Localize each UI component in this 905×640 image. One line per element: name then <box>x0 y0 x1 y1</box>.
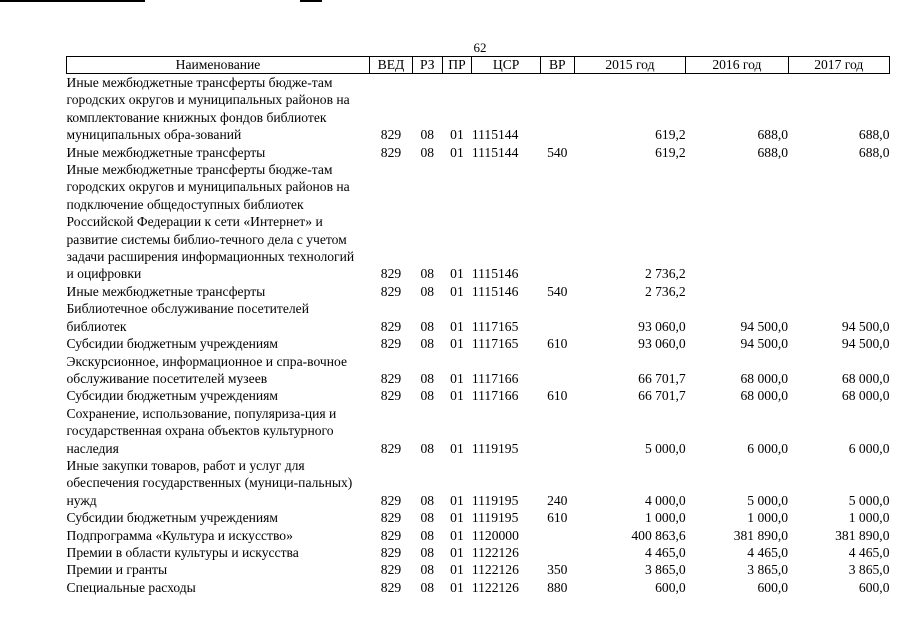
page-number: 62 <box>473 40 487 55</box>
row-ved: 829 <box>380 144 402 160</box>
row-value-2015: 2 736,2 <box>644 283 686 299</box>
row-value-2016: 688,0 <box>757 144 789 160</box>
row-vr <box>540 74 574 144</box>
row-value-2016: 94 500,0 <box>740 336 789 352</box>
table-row <box>67 74 890 144</box>
row-rz: 08 <box>420 527 435 543</box>
row-value-2016 <box>686 283 788 300</box>
row-rz: 08 <box>420 127 435 143</box>
row-csr: 1120000 <box>471 527 519 543</box>
row-pr: 01 <box>450 579 464 595</box>
row-ved: 829 <box>380 127 402 143</box>
row-csr: 1117165 <box>471 318 519 334</box>
header-vr: ВР <box>540 57 574 74</box>
row-value-2017: 94 500,0 <box>841 318 890 334</box>
row-name: Премии в области культуры и искусства <box>66 544 299 560</box>
table-row <box>67 353 890 388</box>
row-value-2016: 94 500,0 <box>740 318 789 334</box>
row-ved: 829 <box>380 579 402 595</box>
row-value-2017 <box>788 283 889 300</box>
row-value-2016 <box>686 161 788 283</box>
row-rz: 08 <box>420 544 435 560</box>
row-csr: 1122126 <box>471 562 519 578</box>
row-value-2015: 619,2 <box>655 144 686 160</box>
row-value-2017 <box>788 161 889 283</box>
row-ved: 829 <box>380 544 402 560</box>
row-value-2017: 5 000,0 <box>848 492 890 508</box>
row-vr <box>540 527 574 544</box>
row-value-2017: 4 465,0 <box>848 544 890 560</box>
table-row <box>67 387 890 404</box>
row-value-2017: 688,0 <box>858 144 890 160</box>
row-value-2017: 68 000,0 <box>841 388 890 404</box>
row-value-2017: 68 000,0 <box>841 370 890 386</box>
header-rz: РЗ <box>412 57 442 74</box>
row-name: Специальные расходы <box>66 579 196 595</box>
row-pr: 01 <box>450 144 464 160</box>
row-ved: 829 <box>380 440 402 456</box>
row-name: Экскурсионное, информационное и спра-вочное обслуживание посетителей музеев <box>66 353 348 386</box>
table-row <box>67 544 890 561</box>
row-rz: 08 <box>420 579 435 595</box>
table-row <box>67 527 890 544</box>
row-vr: 610 <box>547 388 568 404</box>
row-ved: 829 <box>380 510 402 526</box>
row-csr: 1119195 <box>471 492 519 508</box>
row-rz: 08 <box>420 492 435 508</box>
row-value-2016: 3 865,0 <box>747 562 789 578</box>
row-pr: 01 <box>450 492 464 508</box>
row-value-2016: 600,0 <box>757 579 789 595</box>
scan-edge-line-left <box>0 0 145 2</box>
row-name: Иные межбюджетные трансферты бюдже-там городских округов и муниципальных районов на подключение общедоступных библиотек Российской Федерации к сети «Интернет» и развитие системы библио-течного дела с учетом задачи расширения информационных технологий и оцифровки <box>66 162 355 282</box>
row-value-2016: 68 000,0 <box>740 370 789 386</box>
row-name: Иные межбюджетные трансферты <box>66 144 266 160</box>
row-name: Премии и гранты <box>66 562 168 578</box>
table-header-row <box>67 57 890 74</box>
row-rz: 08 <box>420 440 435 456</box>
budget-table <box>66 56 890 596</box>
row-value-2017: 3 865,0 <box>848 562 890 578</box>
row-rz: 08 <box>420 266 435 282</box>
header-2017: 2017 год <box>788 57 889 74</box>
header-2016: 2016 год <box>686 57 788 74</box>
row-value-2017: 688,0 <box>858 127 890 143</box>
row-ved: 829 <box>380 388 402 404</box>
table-row <box>67 161 890 283</box>
row-value-2015: 619,2 <box>655 127 686 143</box>
row-rz: 08 <box>420 388 435 404</box>
row-csr: 1122126 <box>471 579 519 595</box>
row-pr: 01 <box>450 440 464 456</box>
table-row <box>67 144 890 161</box>
row-csr: 1117166 <box>471 370 519 386</box>
row-value-2015: 3 865,0 <box>644 562 686 578</box>
row-value-2015: 93 060,0 <box>638 318 686 334</box>
row-csr: 1115146 <box>471 266 519 282</box>
row-pr: 01 <box>450 127 464 143</box>
row-value-2015: 93 060,0 <box>638 336 686 352</box>
row-csr: 1119195 <box>471 510 519 526</box>
row-ved: 829 <box>380 492 402 508</box>
row-pr: 01 <box>450 336 464 352</box>
row-value-2016: 688,0 <box>757 127 789 143</box>
row-name: Субсидии бюджетным учреждениям <box>66 336 279 352</box>
row-pr: 01 <box>450 370 464 386</box>
row-value-2016: 1 000,0 <box>747 510 789 526</box>
row-csr: 1115144 <box>471 144 519 160</box>
row-csr: 1119195 <box>471 440 519 456</box>
table-row <box>67 405 890 457</box>
table-row <box>67 283 890 300</box>
row-value-2016: 4 465,0 <box>747 544 789 560</box>
table-body <box>67 74 890 597</box>
row-ved: 829 <box>380 370 402 386</box>
row-value-2016: 381 890,0 <box>733 527 789 543</box>
row-value-2015: 2 736,2 <box>644 266 686 282</box>
row-ved: 829 <box>380 562 402 578</box>
row-vr: 240 <box>547 492 568 508</box>
table-row <box>67 335 890 352</box>
row-vr: 610 <box>547 510 568 526</box>
table-row <box>67 300 890 335</box>
row-ved: 829 <box>380 318 402 334</box>
scan-edge-line-right <box>300 0 322 2</box>
row-value-2015: 400 863,6 <box>631 527 686 543</box>
table-row <box>67 579 890 596</box>
row-vr: 540 <box>547 144 568 160</box>
row-rz: 08 <box>420 283 435 299</box>
row-name: Иные закупки товаров, работ и услуг для обеспечения государственных (муници-пальных) нужд <box>66 457 353 508</box>
row-vr <box>540 300 574 335</box>
header-name: Наименование <box>67 57 370 74</box>
row-value-2017: 600,0 <box>858 579 890 595</box>
row-name: Субсидии бюджетным учреждениям <box>66 510 279 526</box>
row-vr: 610 <box>547 336 568 352</box>
table-row <box>67 457 890 509</box>
row-value-2015: 4 465,0 <box>644 544 686 560</box>
row-value-2016: 6 000,0 <box>747 440 789 456</box>
row-pr: 01 <box>450 527 464 543</box>
row-vr <box>540 544 574 561</box>
row-pr: 01 <box>450 544 464 560</box>
row-ved: 829 <box>380 266 402 282</box>
row-csr: 1122126 <box>471 544 519 560</box>
row-pr: 01 <box>450 283 464 299</box>
row-name: Подпрограмма «Культура и искусство» <box>66 527 293 543</box>
row-value-2016: 5 000,0 <box>747 492 789 508</box>
row-vr: 880 <box>547 579 568 595</box>
row-pr: 01 <box>450 562 464 578</box>
header-ved: ВЕД <box>369 57 412 74</box>
header-2015: 2015 год <box>574 57 686 74</box>
row-value-2017: 94 500,0 <box>841 336 890 352</box>
row-value-2015: 66 701,7 <box>638 388 686 404</box>
table-row <box>67 509 890 526</box>
row-csr: 1117166 <box>471 388 519 404</box>
row-csr: 1115146 <box>471 283 519 299</box>
row-name: Субсидии бюджетным учреждениям <box>66 388 279 404</box>
row-vr <box>540 405 574 457</box>
row-rz: 08 <box>420 562 435 578</box>
row-name: Сохранение, использование, популяриза-ция и государственная охрана объектов культурного наследия <box>66 405 337 456</box>
row-rz: 08 <box>420 510 435 526</box>
row-csr: 1117165 <box>471 336 519 352</box>
row-name: Библиотечное обслуживание посетителей библиотек <box>66 301 309 334</box>
row-value-2015: 1 000,0 <box>644 510 686 526</box>
row-value-2017: 381 890,0 <box>835 527 890 543</box>
row-value-2015: 5 000,0 <box>644 440 686 456</box>
row-ved: 829 <box>380 527 402 543</box>
row-vr: 350 <box>547 562 568 578</box>
row-name: Иные межбюджетные трансферты бюдже-там городских округов и муниципальных районов на комплектование книжных фондов библиотек муниципальных обра-зований <box>66 75 350 143</box>
row-pr: 01 <box>450 510 464 526</box>
row-pr: 01 <box>450 388 464 404</box>
row-pr: 01 <box>450 318 464 334</box>
row-value-2015: 600,0 <box>655 579 686 595</box>
row-rz: 08 <box>420 144 435 160</box>
row-vr <box>540 353 574 388</box>
row-value-2017: 6 000,0 <box>848 440 890 456</box>
row-value-2015: 66 701,7 <box>638 370 686 386</box>
row-name: Иные межбюджетные трансферты <box>66 283 266 299</box>
row-rz: 08 <box>420 336 435 352</box>
row-value-2015: 4 000,0 <box>644 492 686 508</box>
row-vr <box>540 161 574 283</box>
row-rz: 08 <box>420 370 435 386</box>
row-value-2016: 68 000,0 <box>740 388 789 404</box>
row-csr: 1115144 <box>471 127 519 143</box>
table-row <box>67 561 890 578</box>
row-ved: 829 <box>380 283 402 299</box>
row-pr: 01 <box>450 266 464 282</box>
header-pr: ПР <box>442 57 472 74</box>
row-ved: 829 <box>380 336 402 352</box>
row-value-2017: 1 000,0 <box>848 510 890 526</box>
row-rz: 08 <box>420 318 435 334</box>
row-vr: 540 <box>547 283 568 299</box>
header-csr: ЦСР <box>472 57 541 74</box>
